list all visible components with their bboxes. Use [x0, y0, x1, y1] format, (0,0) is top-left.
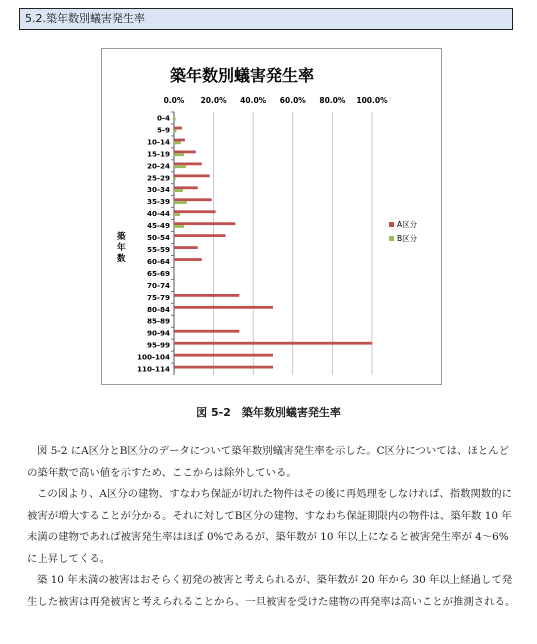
legend — [389, 219, 418, 243]
bar-a — [174, 294, 239, 297]
bar-a — [174, 115, 175, 118]
chart-frame — [101, 48, 442, 385]
bar-b — [174, 177, 176, 180]
bar-a — [174, 139, 185, 142]
bar-a — [174, 162, 202, 165]
x-tick-label: 80.0% — [319, 96, 346, 105]
bar-b — [174, 213, 180, 216]
y-category-label: 15-19 — [147, 149, 170, 159]
bar-b — [174, 153, 184, 156]
bar-a — [174, 306, 273, 309]
y-category-label: 5-9 — [157, 125, 170, 135]
bar-a — [174, 174, 210, 177]
bar-b — [174, 141, 181, 144]
y-category-label: 70-74 — [147, 280, 170, 290]
x-tick-label: 20.0% — [200, 96, 227, 105]
bar-a — [174, 210, 216, 213]
bar-a — [174, 222, 235, 225]
legend-label: B区分 — [397, 234, 418, 243]
bar-b — [174, 165, 186, 168]
x-tick-label: 100.0% — [356, 96, 388, 105]
y-category-label: 80-84 — [147, 304, 170, 314]
bar-a — [174, 258, 202, 261]
y-category-label: 25-29 — [147, 173, 170, 183]
y-category-label: 65-69 — [147, 268, 170, 278]
paragraph-1: 図 5-2 にA区分とB区分のデータについて築年数別蟻害発生率を示した。C区分については、ほとんどの築年数で高い値を示すため、ここからは除外している。 — [27, 445, 510, 479]
y-category-label: 0-4 — [157, 113, 170, 123]
x-tick-label: 0.0% — [163, 96, 185, 105]
y-category-label: 20-24 — [147, 161, 170, 171]
y-category-label: 50-54 — [147, 233, 170, 243]
bar-a — [174, 186, 198, 189]
y-category-labels — [137, 113, 170, 373]
legend-swatch — [389, 222, 394, 227]
y-category-label: 55-59 — [147, 244, 170, 254]
bar-a — [174, 366, 273, 369]
chart — [102, 49, 443, 386]
bar-a — [174, 330, 239, 333]
paragraph-3: 築 10 年未満の被害はおそらく初発の被害と考えられるが、築年数が 20 年から 30 年以上経過して発生した被害は再発被害と考えられることから、一旦被害を受けた建物の再発率は高いことが推測される。 — [27, 574, 516, 608]
y-category-label: 90-94 — [147, 328, 170, 338]
x-tick-labels — [164, 96, 389, 105]
y-category-label: 100-104 — [137, 352, 170, 362]
bar-b — [174, 189, 183, 192]
y-category-label: 110-114 — [137, 364, 170, 374]
bar-b — [174, 129, 176, 132]
y-category-label: 10-14 — [147, 137, 170, 147]
y-category-label: 45-49 — [147, 221, 170, 231]
y-axis-label: 築年数 — [117, 232, 126, 264]
bar-a — [174, 234, 225, 237]
body-text — [27, 441, 519, 613]
legend-swatch — [389, 236, 394, 241]
bar-b — [174, 225, 184, 228]
bar-b — [174, 117, 176, 120]
bar-a — [174, 246, 198, 249]
bar-a — [174, 198, 212, 201]
bar-a — [174, 127, 182, 130]
gridlines — [171, 112, 372, 375]
y-category-label: 40-44 — [147, 209, 170, 219]
bar-b — [174, 201, 187, 204]
chart-title: 築年数別蟻害発生率 — [169, 66, 315, 85]
bar-a — [174, 354, 273, 357]
figure-caption: 図 5-2 築年数別蟻害発生率 — [196, 406, 341, 419]
y-category-label: 30-34 — [147, 185, 170, 195]
bar-a — [174, 151, 196, 154]
y-category-label: 35-39 — [147, 197, 170, 207]
y-category-label: 75-79 — [147, 292, 170, 302]
bars — [174, 115, 372, 369]
legend-label: A区分 — [397, 220, 418, 229]
bar-a — [174, 342, 372, 345]
paragraph-2: この図より、A区分の建物、すなわち保証が切れた物件はその後に再処理をしなければ、指数関数的に被害が増大することが分かる。それに対してB区分の建物、すなわち保証期限内の物件は、築年数 10 年未満の建物であれば被害発生率はほぼ 0%であるが、築年数が 10 年以上になると被害発生率が 4～6%に上昇してくる。 — [27, 488, 513, 565]
x-tick-label: 40.0% — [240, 96, 267, 105]
y-category-label: 60-64 — [147, 256, 170, 266]
section-header: 5.2.築年数別蟻害発生率 — [19, 8, 513, 30]
y-category-label: 95-99 — [147, 340, 170, 350]
y-category-label: 85-89 — [147, 316, 170, 326]
x-tick-label: 60.0% — [279, 96, 306, 105]
